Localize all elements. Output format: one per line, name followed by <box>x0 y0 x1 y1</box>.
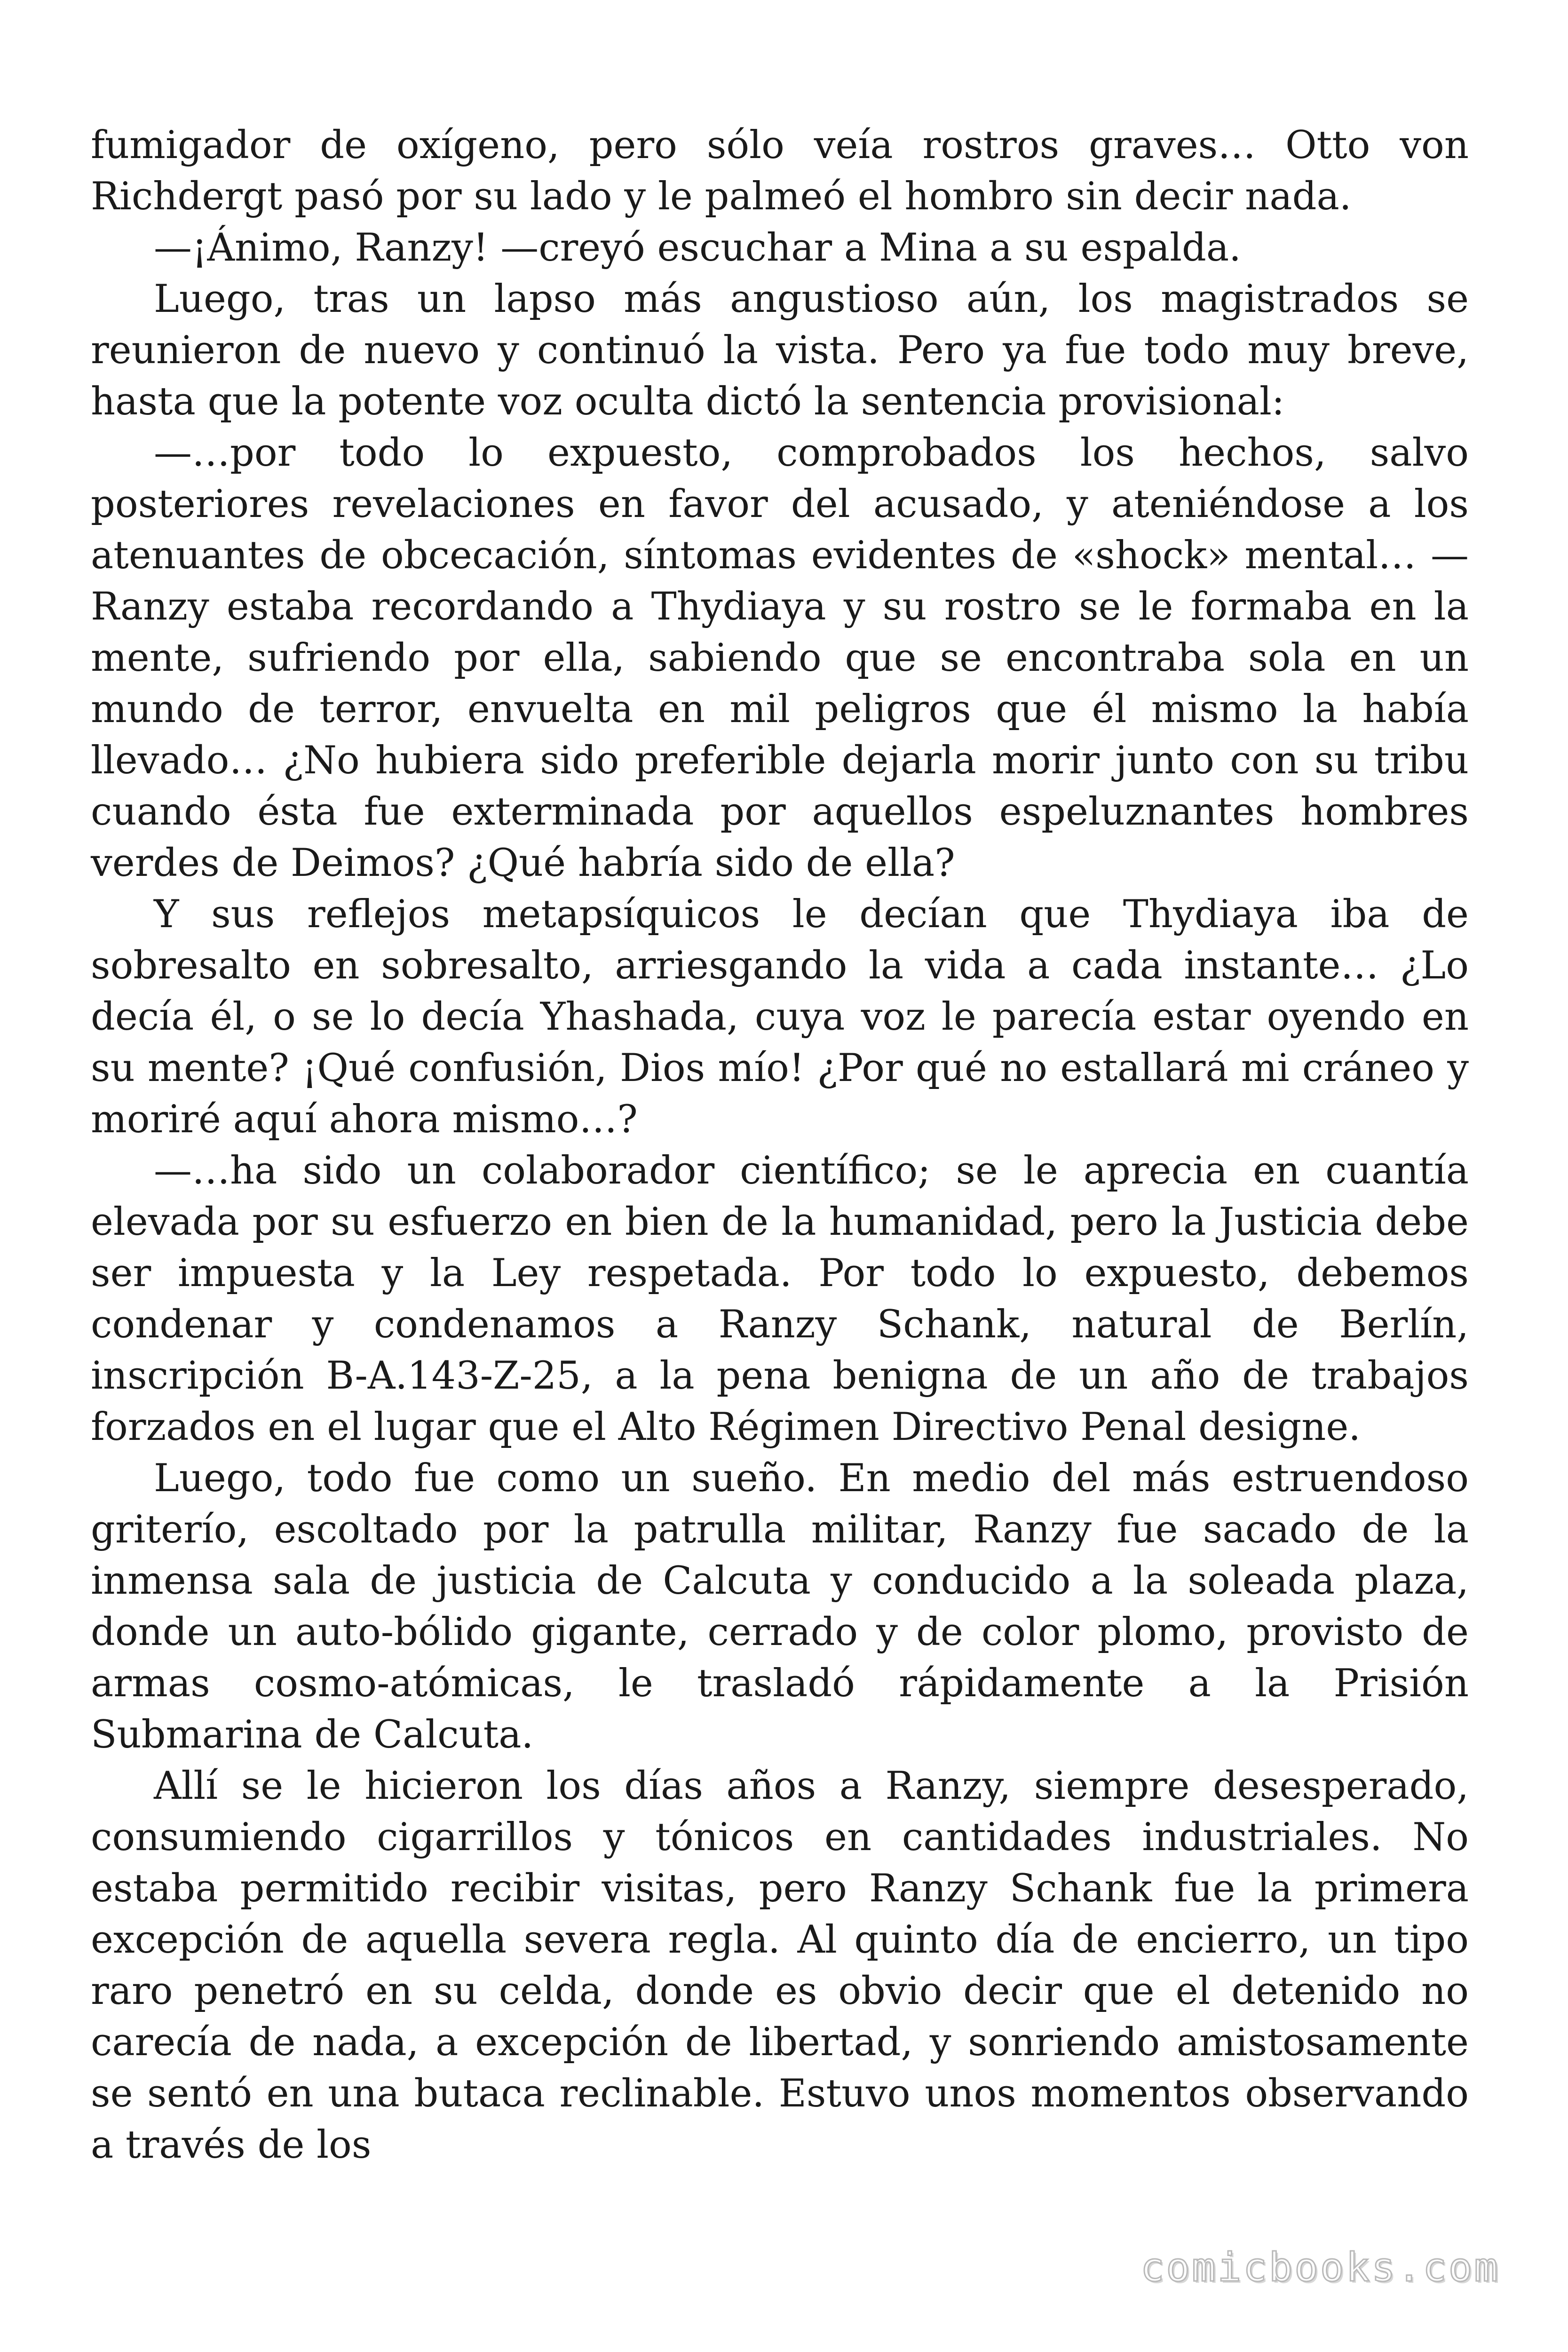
watermark: comicbooks.com <box>1140 2244 1500 2290</box>
paragraph-continuation: fumigador de oxígeno, pero sólo veía rostros graves… Otto von Richdergt pasó por su lado y le palmeó el hombro sin decir nada. <box>91 123 1469 219</box>
paragraph-prision: Allí se le hicieron los días años a Ranzy, siempre desesperado, consumiendo cigarrillos y tónicos en cantidades industriales. No estaba permitido recibir visitas, pero Ranzy Schank fue la primera excepción de aquella severa regla. Al quinto día de encierro, un tipo raro penetró en su celda, donde es obvio decir que el detenido no carecía de nada, a excepción de libertad, y sonriendo amistosamente se sentó en una butaca reclinable. Estuvo unos momentos observando a través de los <box>91 1764 1469 2167</box>
paragraph-traslado: Luego, todo fue como un sueño. En medio del más estruendoso griterío, escoltado por la patrulla militar, Ranzy fue sacado de la inmensa sala de justicia de Calcuta y conducido a la soleada plaza, donde un auto-bólido gigante, cerrado y de color plomo, provisto de armas cosmo-atómicas, le trasladó rápidamente a la Prisión Submarina de Calcuta. <box>91 1456 1469 1757</box>
paragraph-magistrados: Luego, tras un lapso más angustioso aún, los magistrados se reunieron de nuevo y continuó la vista. Pero ya fue todo muy breve, hasta que la potente voz oculta dictó la sentencia provisional: <box>91 277 1469 424</box>
paragraph-condena: —…ha sido un colaborador científico; se le aprecia en cuantía elevada por su esfuerzo en bien de la humanidad, pero la Justicia debe ser impuesta y la Ley respetada. Por todo lo expuesto, debemos condenar y condenamos a Ranzy Schank, natural de Berlín, inscripción B-A.143-Z-25, a la pena benigna de un año de trabajos forzados en el lugar que el Alto Régimen Directivo Penal designe. <box>91 1149 1469 1449</box>
paragraph-dialogue-animo: —¡Ánimo, Ranzy! —creyó escuchar a Mina a su espalda. <box>154 226 1241 270</box>
paragraph-reflejos: Y sus reflejos metapsíquicos le decían que Thydiaya iba de sobresalto en sobresalto, arriesgando la vida a cada instante… ¿Lo decía él, o se lo decía Yhashada, cuya voz le parecía estar oyendo en su mente? ¡Qué confusión, Dios mío! ¿Por qué no estallará mi cráneo y moriré aquí ahora mismo…? <box>91 892 1469 1142</box>
body-text <box>91 120 1469 2171</box>
paragraph-sentencia: —…por todo lo expuesto, comprobados los hechos, salvo posteriores revelaciones en favor del acusado, y ateniéndose a los atenuantes de obcecación, síntomas evidentes de «shock» mental… —Ranzy estaba recordando a Thydiaya y su rostro se le formaba en la mente, sufriendo por ella, sabiendo que se encontraba sola en un mundo de terror, envuelta en mil peligros que él mismo la había llevado… ¿No hubiera sido preferible dejarla morir junto con su tribu cuando ésta fue exterminada por aquellos espeluznantes hombres verdes de Deimos? ¿Qué habría sido de ella? <box>91 431 1469 885</box>
